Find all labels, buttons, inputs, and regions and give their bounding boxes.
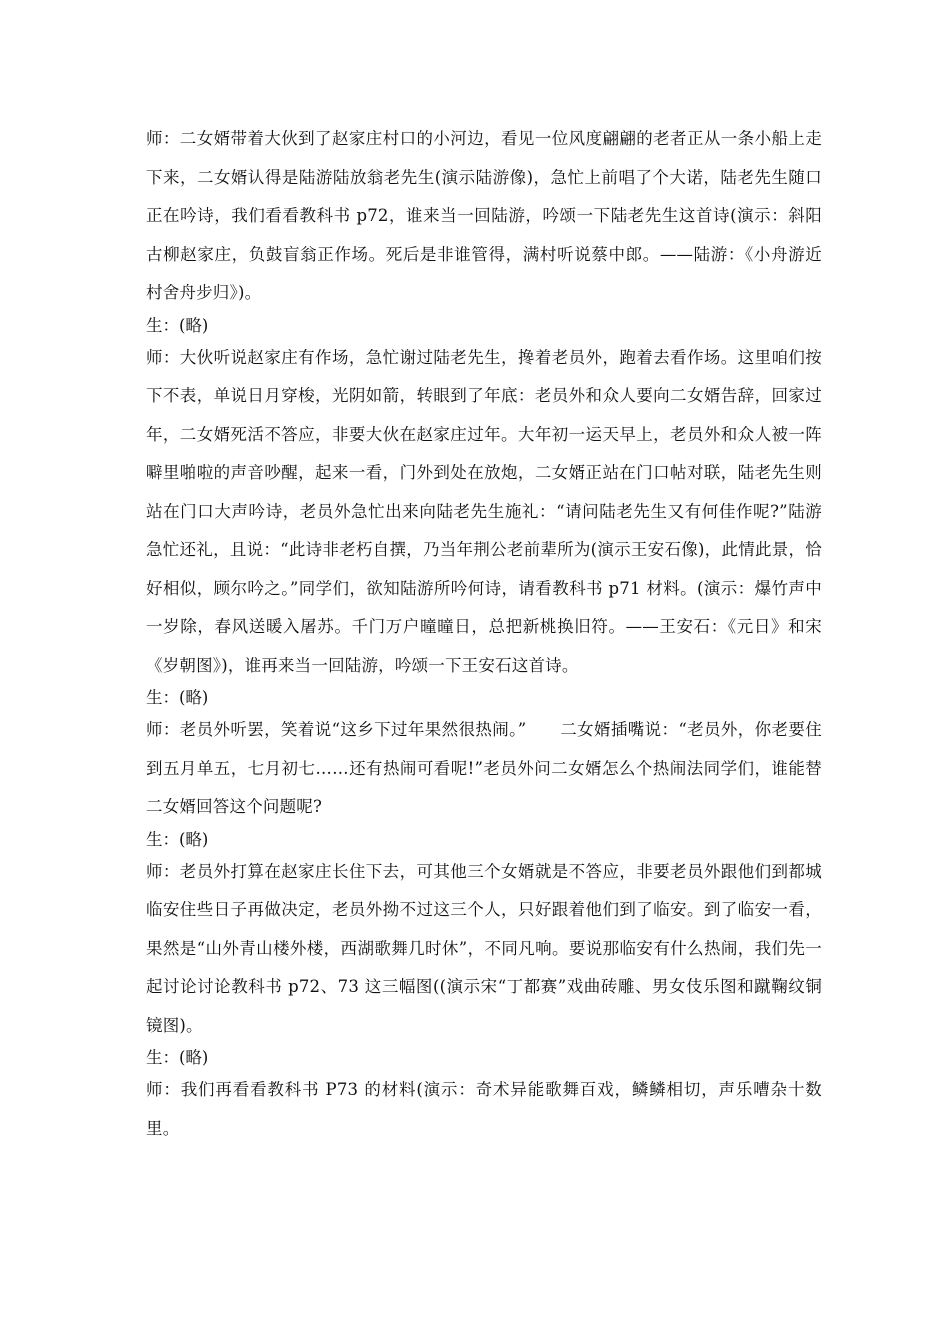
- student-reply-1: 生：(略): [146, 315, 209, 335]
- student-reply-3: 生：(略): [146, 829, 209, 849]
- teacher-paragraph-3: 师：老员外听罢，笑着说“这乡下过年果然很热闹。” 二女婿插嘴说：“老员外，你老要住到五月单五，七月初七……还有热闹可看呢!”老员外问二女婿怎么个热闹法同学们，谁能替二女婿回答这个问题呢?: [146, 720, 822, 816]
- student-reply-2: 生：(略): [146, 688, 209, 707]
- student-reply-4: 生：(略): [146, 1048, 209, 1067]
- teacher-paragraph-5: 师：我们再看看教科书 P73 的材料(演示：奇术异能歌舞百戏，鳞鳞相切，声乐嘈杂十数里。: [146, 1080, 822, 1138]
- teacher-paragraph-4: 师：老员外打算在赵家庄长住下去，可其他三个女婿就是不答应，非要老员外跟他们到都城临安住些日子再做决定，老员外拗不过这三个人，只好跟着他们到了临安。到了临安一看，果然是“山外青山楼外楼，西湖歌舞几时休”，不同凡响。要说那临安有什么热闹，我们先一起讨论讨论教科书 p72、73 这三幅图((演示宋“丁都赛”戏曲砖雕、男女伎乐图和蹴鞠纹铜镜图)。: [146, 861, 822, 1035]
- teacher-paragraph-1: 师：二女婿带着大伙到了赵家庄村口的小河边，看见一位风度翩翩的老者正从一条小船上走下来，二女婿认得是陆游陆放翁老先生(演示陆游像)，急忙上前唱了个大诺，陆老先生随口正在吟诗，我们看看教科书 p72，谁来当一回陆游，吟颂一下陆老先生这首诗(演示：斜阳古柳赵家庄，负鼓盲翁正作场。死后是非谁管得，满村听说蔡中郎。——陆游：《小舟游近村舍舟步归》)。: [146, 129, 822, 302]
- teacher-paragraph-2: 师：大伙听说赵家庄有作场，急忙谢过陆老先生，搀着老员外，跑着去看作场。这里咱们按下不表，单说日月穿梭，光阴如箭，转眼到了年底：老员外和众人要向二女婿告辞，回家过年，二女婿死活不答应，非要大伙在赵家庄过年。大年初一运天早上，老员外和众人被一阵噼里啪啦的声音吵醒，起来一看，门外到处在放炮，二女婿正站在门口帖对联，陆老先生则站在门口大声吟诗，老员外急忙出来向陆老先生施礼：“请问陆老先生又有何佳作呢?”陆游急忙还礼，且说：“此诗非老朽自撰，乃当年荆公老前辈所为(演示王安石像)，此情此景，恰好相似，顾尔吟之。”同学们，欲知陆游所吟何诗，请看教科书 p71 材料。(演示：爆竹声中一岁除，春风送暖入屠苏。千门万户曈曈日，总把新桃换旧符。——王安石：《元日》和宋《岁朝图》)，谁再来当一回陆游，吟颂一下王安石这首诗。: [146, 347, 822, 675]
- document-body: [146, 120, 822, 1148]
